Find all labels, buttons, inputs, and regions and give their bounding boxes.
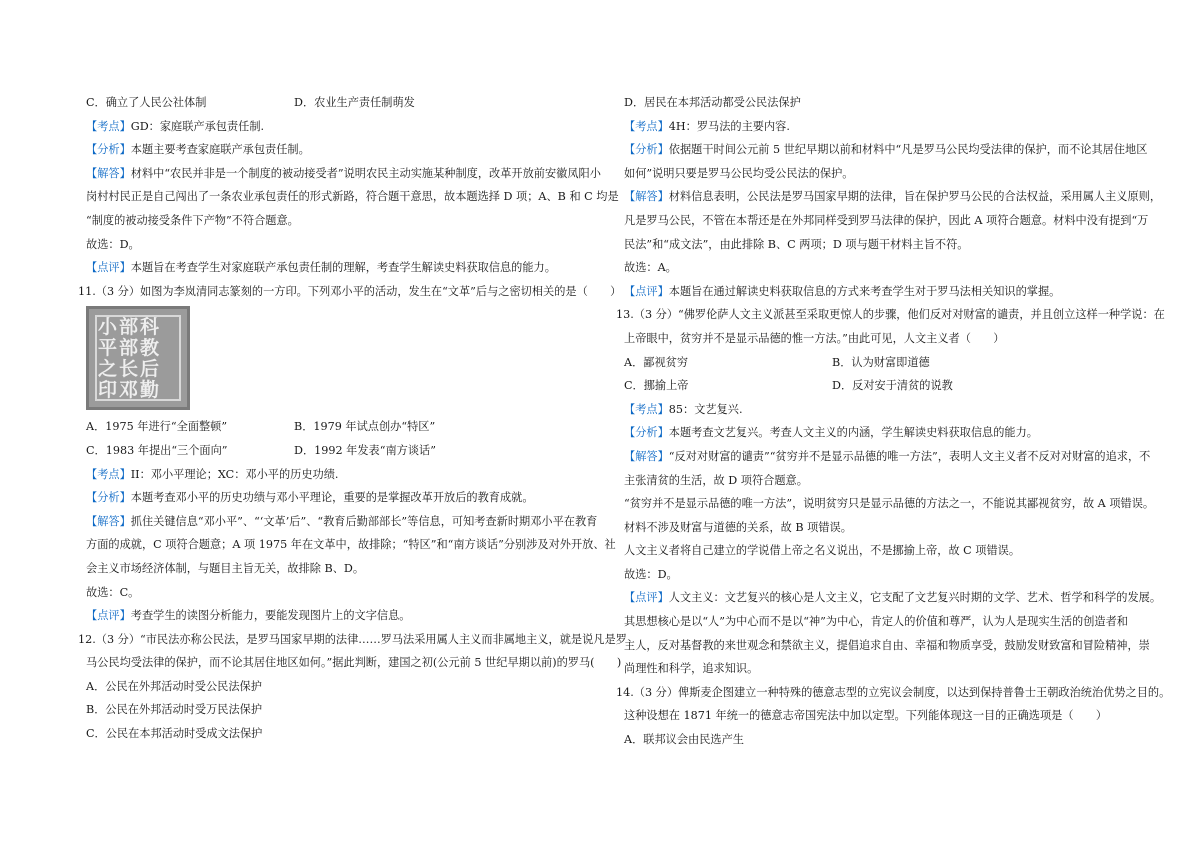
q11-option-a: A．1975 年进行“全面整顿” (86, 420, 228, 434)
q14-option-a: A．联邦议会由民选产生 (624, 733, 744, 747)
q13-dianping-line-4: 尚理性和科学，追求知识。 (624, 662, 759, 676)
seal-image (86, 306, 190, 410)
right-column (616, 91, 1171, 752)
q12-option-a: A．公民在外邦活动时受公民法保护 (86, 679, 262, 693)
section-text: 材料信息表明，公民法是罗马国家早期的法律，旨在保护罗马公民的合法权益，采用属人主义原则， (668, 190, 1162, 204)
seal-char: 部 (118, 316, 138, 339)
q14-stem-line-2: 这种设想在 1871 年统一的德意志帝国宪法中加以定型。下列能体现这一目的正确选项是（ ） (624, 709, 1108, 723)
q13-option-b: B．认为财富即道德 (832, 355, 930, 369)
seal-char: 教 (139, 337, 159, 360)
q13-fenxi (624, 421, 1159, 445)
q12-jieda-line-2: 凡是罗马公民，不管在本帮还是在外邦同样受到罗马法律的保护，因此 A 项符合题意。材料中没有提到“万 (624, 213, 1149, 227)
q12-fenxi-line-1 (624, 138, 1159, 162)
q13-jieda-line-5: 人文主义者将自己建立的学说借上帝之名义说出，不是挪揄上帝，故 C 项错误。 (624, 544, 1021, 558)
q10-jieda-line-2: 岗村村民正是自己闯出了一条农业承包责任的形式新路，符合题干意思，故本题选择 D 项；A、B 和 C 均是 (86, 190, 619, 204)
q10-dianping (86, 256, 621, 280)
q13-jieda-line-3: “贫穷并不是显示品德的唯一方法”，说明贫穷只是显示品德的方法之一，不能说其鄙视贫穷，故 A 项错误。 (624, 497, 1155, 511)
q11-options-ab (86, 415, 621, 439)
q10-option-c: C．确立了人民公社体制 (86, 96, 207, 109)
section-tag: 【点评】 (624, 284, 669, 298)
q10-answer: 故选：D。 (86, 237, 140, 251)
section-tag: 【考点】 (624, 119, 669, 133)
section-tag: 【考点】 (86, 467, 131, 481)
q13-jieda-line-2: 主张清贫的生活，故 D 项符合题意。 (624, 473, 808, 487)
seal-char: 邓 (118, 379, 138, 402)
section-text: GD：家庭联产承包责任制. (130, 119, 265, 133)
section-text: 本题考查邓小平的历史功绩与邓小平理论，重要的是掌握改革开放后的教育成就。 (130, 491, 534, 505)
section-tag: 【解答】 (624, 190, 669, 204)
q10-jieda-line-3: “制度的被动接受条件下产物”不符合题意。 (86, 213, 299, 227)
seal-char: 后 (139, 358, 159, 381)
q11-dianping (86, 604, 621, 628)
q10-kaodian (86, 115, 621, 139)
section-text: 材料中“农民并非是一个制度的被动接受者”说明农民主动实施某种制度，改革开放前安徽凤阳小 (130, 166, 601, 180)
q12-stem-line-1: 12.（3 分）“市民法亦称公民法，是罗马国家早期的法律……罗马法采用属人主义而非属地主义，就是说凡是罗 (78, 632, 627, 646)
q13-stem-line-2: 上帝眼中，贫穷并不是显示品德的惟一方法。”由此可见，人文主义者（ ） (624, 331, 1005, 345)
q11-option-d: D．1992 年发表“南方谈话” (294, 443, 436, 457)
q13-option-c: C．挪揄上帝 (624, 379, 689, 393)
seal-char (160, 380, 181, 401)
q12-kaodian (624, 115, 1159, 139)
left-column (78, 91, 627, 746)
seal-char: 印 (97, 379, 117, 402)
q10-jieda-line-1 (86, 162, 621, 186)
q13-option-a: A．鄙视贫穷 (624, 355, 689, 369)
seal-char: 部 (118, 337, 138, 360)
q12-option-c: C．公民在本邦活动时受成文法保护 (86, 727, 263, 741)
q13-option-d: D．反对安于清贫的说教 (832, 379, 953, 393)
q10-fenxi (86, 138, 621, 162)
seal-characters (97, 317, 181, 401)
seal-char: 平 (97, 337, 117, 360)
q13-jieda-line-1 (624, 445, 1159, 469)
section-text: 人文主义：文艺复兴的核心是人文主义，它支配了文艺复兴时期的文学、艺术、哲学和科学的发展。 (668, 591, 1162, 605)
section-text: 抓住关键信息“邓小平”、“‘文革’后”、“教育后勤部部长”等信息，可知考查新时期邓小平在教育 (130, 514, 598, 528)
q12-dianping (624, 280, 1159, 304)
q11-option-c: C．1983 年提出“三个面向” (86, 443, 228, 457)
section-tag: 【解答】 (624, 449, 669, 463)
section-text: 4H：罗马法的主要内容. (668, 119, 790, 133)
seal-char (160, 317, 181, 338)
q11-option-b: B．1979 年试点创办“特区” (294, 420, 436, 434)
q12-answer: 故选：A。 (624, 261, 677, 275)
seal-char (160, 359, 181, 380)
q14-stem-line-1: 14.（3 分）俾斯麦企图建立一种特殊的德意志型的立宪议会制度，以达到保持普鲁士王朝政治统治优势之目的。 (616, 685, 1171, 699)
q10-options-cd (86, 91, 621, 115)
q11-stem: 11.（3 分）如图为李岚清同志篆刻的一方印。下列邓小平的活动，发生在“文革”后与之密切相关的是（ ） (78, 284, 622, 298)
q12-jieda-line-3: 民法”和“成文法”，由此排除 B、C 两项；D 项与题干材料主旨不符。 (624, 237, 969, 251)
q13-dianping-line-3: 主人，反对基督教的来世观念和禁欲主义，提倡追求自由、幸福和物质享受，鼓励发财致富和冒险精神，崇 (624, 638, 1150, 652)
q11-jieda-line-3: 会主义市场经济体制，与题目主旨无关，故排除 B、D。 (86, 561, 365, 575)
q12-option-d: D．居民在本邦活动都受公民法保护 (624, 96, 801, 109)
q13-options-cd (624, 374, 1159, 398)
q13-kaodian (624, 398, 1159, 422)
seal-char (160, 338, 181, 359)
q12-stem-line-2: 马公民均受法律的保护，而不论其居住地区如何。”据此判断，建国之初(公元前 5 世纪早期以前)的罗马( ) (86, 656, 622, 670)
seal-char: 长 (118, 358, 138, 381)
section-tag: 【考点】 (86, 119, 131, 133)
section-text: 本题主要考查家庭联产承包责任制。 (130, 143, 310, 157)
q12-fenxi-line-2: 如何”说明只要是罗马公民均受公民法的保护。 (624, 166, 854, 180)
q12-jieda-line-1 (624, 185, 1162, 209)
q11-jieda-line-1 (86, 510, 621, 534)
section-text: 本题旨在考查学生对家庭联产承包责任制的理解，考查学生解读史料获取信息的能力。 (130, 261, 556, 275)
section-tag: 【分析】 (624, 143, 669, 157)
q13-dianping-line-1 (624, 586, 1162, 610)
seal-char: 小 (97, 316, 117, 339)
q12-option-b: B．公民在外邦活动时受万民法保护 (86, 703, 263, 717)
q13-jieda-line-4: 材料不涉及财富与道德的关系，故 B 项错误。 (624, 520, 852, 534)
section-text: 本题旨在通过解读史料获取信息的方式来考查学生对于罗马法相关知识的掌握。 (668, 284, 1061, 298)
q11-kaodian (86, 463, 621, 487)
q11-jieda-line-2: 方面的成就，C 项符合题意；A 项 1975 年在文革中，故排除；“特区”和“南方谈话”分别涉及对外开放、社 (86, 538, 616, 552)
q13-options-ab (624, 351, 1159, 375)
section-tag: 【点评】 (86, 261, 131, 275)
q11-fenxi (86, 486, 621, 510)
section-tag: 【解答】 (86, 166, 131, 180)
q10-option-d: D．农业生产责任制萌发 (294, 96, 415, 109)
q13-stem-line-1: 13.（3 分）“佛罗伦萨人文主义派甚至采取更惊人的步骤，他们反对对财富的谴责，并且创立这样一种学说：在 (616, 308, 1165, 322)
section-text: 本题考查文艺复兴。考查人文主义的内涵，学生解读史料获取信息的能力。 (668, 426, 1038, 440)
q13-answer: 故选：D。 (624, 567, 678, 581)
section-tag: 【点评】 (86, 609, 131, 623)
section-text: 依据题干时间公元前 5 世纪早期以前和材料中“凡是罗马公民均受法律的保护，而不论其居住地区 (668, 143, 1148, 157)
section-text: 85：文艺复兴. (668, 402, 743, 416)
section-tag: 【解答】 (86, 514, 131, 528)
section-tag: 【点评】 (624, 591, 669, 605)
q11-options-cd (86, 439, 621, 463)
section-text: 考查学生的读图分析能力，要能发现图片上的文字信息。 (130, 609, 411, 623)
section-tag: 【分析】 (86, 491, 131, 505)
seal-char: 科 (139, 316, 159, 339)
q13-dianping-line-2: 其思想核心是以“人”为中心而不是以“神”为中心，肯定人的价值和尊严，认为人是现实生活的创造者和 (624, 615, 1128, 629)
q11-answer: 故选：C。 (86, 585, 140, 599)
section-tag: 【考点】 (624, 402, 669, 416)
seal-char: 勤 (139, 379, 159, 402)
seal-char: 之 (97, 358, 117, 381)
section-text: “反对对财富的谴责”“贫穷并不是显示品德的唯一方法”，表明人文主义者不反对对财富的追求，不 (668, 449, 1151, 463)
section-tag: 【分析】 (86, 143, 131, 157)
section-text: II：邓小平理论；XC：邓小平的历史功绩. (130, 467, 339, 481)
section-tag: 【分析】 (624, 426, 669, 440)
